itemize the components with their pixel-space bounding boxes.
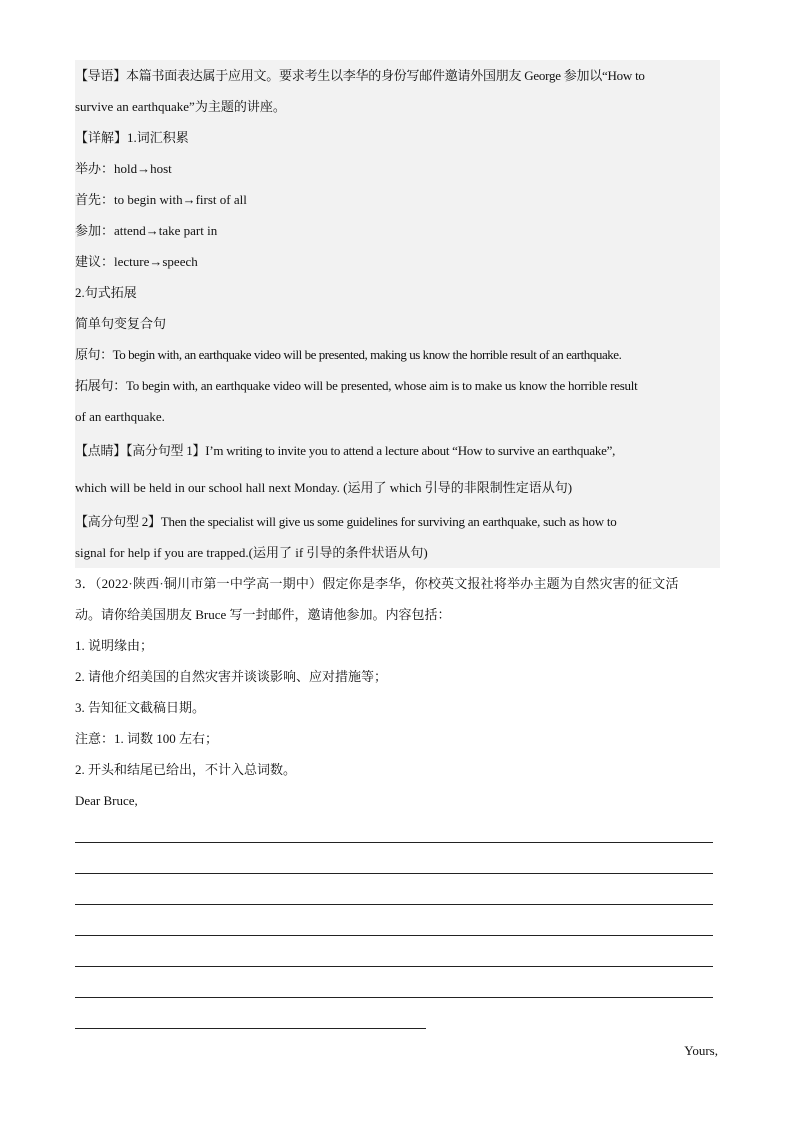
highlight-1: 【点睛】【高分句型 1】I’m writing to invite you to attend a lecture about “How to survive an earthquake”, xyxy=(75,443,616,458)
question-note-2: 2. 开头和结尾已给出，不计入总词数。 xyxy=(75,762,297,777)
answer-line[interactable] xyxy=(75,1028,426,1029)
vocab-item: 建议：lecture→speech xyxy=(75,254,198,269)
sentence-subtitle: 简单句变复合句 xyxy=(75,316,167,331)
answer-line[interactable] xyxy=(75,842,713,843)
original-sentence: 原句：To begin with, an earthquake video will be presented, making us know the horrible result of an earthquake. xyxy=(75,347,622,362)
highlight-2: 【高分句型 2】Then the specialist will give us some guidelines for surviving an earthquake, such as how to xyxy=(75,514,617,529)
question-note: 注意：1. 词数 100 左右； xyxy=(75,731,219,746)
answer-area[interactable] xyxy=(75,842,713,1059)
vocab-item: 首先：to begin with→first of all xyxy=(75,192,247,207)
question-stem-cont: 动。请你给美国朋友 Bruce 写一封邮件，邀请他参加。内容包括： xyxy=(75,607,451,622)
intro-line: 【导语】本篇书面表达属于应用文。要求考生以李华的身份写邮件邀请外国朋友 George 参加以“How to xyxy=(75,68,645,83)
expanded-sentence: 拓展句：To begin with, an earthquake video will be presented, whose aim is to make us know the horrible result xyxy=(75,378,638,393)
salutation: Dear Bruce, xyxy=(75,793,138,808)
answer-line[interactable] xyxy=(75,935,713,936)
highlight-2-cont: signal for help if you are trapped.(运用了 if 引导的条件状语从句) xyxy=(75,545,428,560)
intro-line-cont: survive an earthquake”为主题的讲座。 xyxy=(75,99,286,114)
answer-line[interactable] xyxy=(75,904,713,905)
highlight-1-cont: which will be held in our school hall next Monday. (运用了 which 引导的非限制性定语从句) xyxy=(75,480,573,495)
expanded-sentence-cont: of an earthquake. xyxy=(75,409,165,424)
answer-line[interactable] xyxy=(75,873,713,874)
document-body xyxy=(75,0,720,816)
answer-line[interactable] xyxy=(75,997,713,998)
question-stem: 3．（2022·陕西·铜川市第一中学高一期中）假定你是李华，你校英文报社将举办主题为自然灾害的征文活 xyxy=(75,576,679,591)
question-point: 3. 告知征文截稿日期。 xyxy=(75,700,206,715)
vocab-item: 参加：attend→take part in xyxy=(75,223,218,238)
question-point: 2. 请他介绍美国的自然灾害并谈谈影响、应对措施等； xyxy=(75,669,388,684)
vocab-item: 举办：hold→host xyxy=(75,161,172,176)
question-point: 1. 说明缘由； xyxy=(75,638,154,653)
detail-title: 【详解】1.词汇积累 xyxy=(75,130,189,145)
question-block xyxy=(75,568,720,816)
analysis-block xyxy=(75,60,720,568)
sentence-title: 2.句式拓展 xyxy=(75,285,137,300)
closing: Yours, xyxy=(684,1043,718,1058)
answer-line[interactable] xyxy=(75,966,713,967)
